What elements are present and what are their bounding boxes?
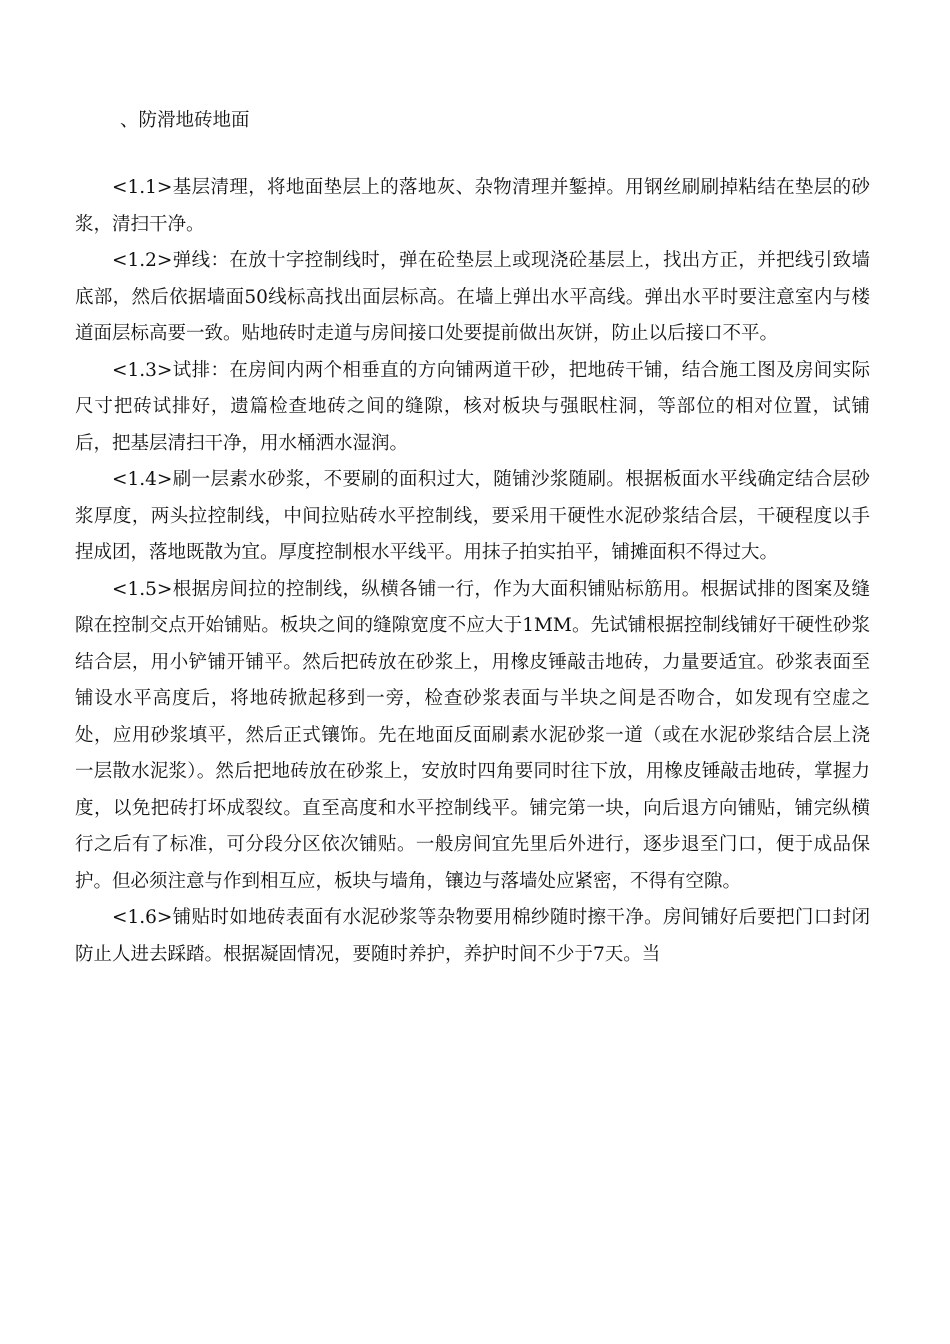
paragraph-1-6: <1.6>铺贴时如地砖表面有水泥砂浆等杂物要用棉纱随时擦干净。房间铺好后要把门口封闭防止人进去踩踏。根据凝固情况，要随时养护，养护时间不少于7天。当 xyxy=(75,907,870,965)
document-body xyxy=(75,170,870,973)
paragraph-1-5: <1.5>根据房间拉的控制线，纵横各铺一行，作为大面积铺贴标筋用。根据试排的图案及缝隙在控制交点开始铺贴。板块之间的缝隙宽度不应大于1MM。先试铺根据控制线铺好干硬性砂浆结合层，用小铲铺开铺平。然后把砖放在砂浆上，用橡皮锤敲击地砖，力量要适宜。砂浆表面至铺设水平高度后，将地砖掀起移到一旁，检查砂浆表面与半块之间是否吻合，如发现有空虚之处，应用砂浆填平，然后正式镶饰。先在地面反面刷素水泥砂浆一道（或在水泥砂浆结合层上浇一层散水泥浆）。然后把地砖放在砂浆上，安放时四角要同时往下放，用橡皮锤敲击地砖，掌握力度，以免把砖打坏成裂纹。直至高度和水平控制线平。铺完第一块，向后退方向铺贴，铺完纵横行之后有了标准，可分段分区依次铺贴。一般房间宜先里后外进行，逐步退至门口，便于成品保护。但必须注意与作到相互应，板块与墙角，镶边与落墙处应紧密，不得有空隙。 xyxy=(75,578,870,892)
paragraph-1-1: <1.1>基层清理，将地面垫层上的落地灰、杂物清理并錾掉。用钢丝刷刷掉粘结在垫层的砂浆，清扫干净。 xyxy=(75,177,870,235)
section-heading: 、防滑地砖地面 xyxy=(120,110,250,131)
paragraph-1-3: <1.3>试排：在房间内两个相垂直的方向铺两道干砂，把地砖干铺，结合施工图及房间实际尺寸把砖试排好，遗篇检查地砖之间的缝隙，核对板块与强眠柱洞，等部位的相对位置，试铺后，把基层清扫干净，用水桶洒水湿润。 xyxy=(75,359,870,454)
paragraph-1-2: <1.2>弹线：在放十字控制线时，弹在砼垫层上或现浇砼基层上，找出方正，并把线引致墙底部，然后依据墙面50线标高找出面层标高。在墙上弹出水平高线。弹出水平时要注意室内与楼道面层标高要一致。贴地砖时走道与房间接口处要提前做出灰饼，防止以后接口不平。 xyxy=(75,250,870,344)
paragraph-1-4: <1.4>刷一层素水砂浆，不要刷的面积过大，随铺沙浆随刷。根据板面水平线确定结合层砂浆厚度，两头拉控制线，中间拉贴砖水平控制线，要采用干硬性水泥砂浆结合层，干硬程度以手捏成团，落地既散为宜。厚度控制根水平线平。用抹子拍实拍平，铺摊面积不得过大。 xyxy=(75,469,870,563)
